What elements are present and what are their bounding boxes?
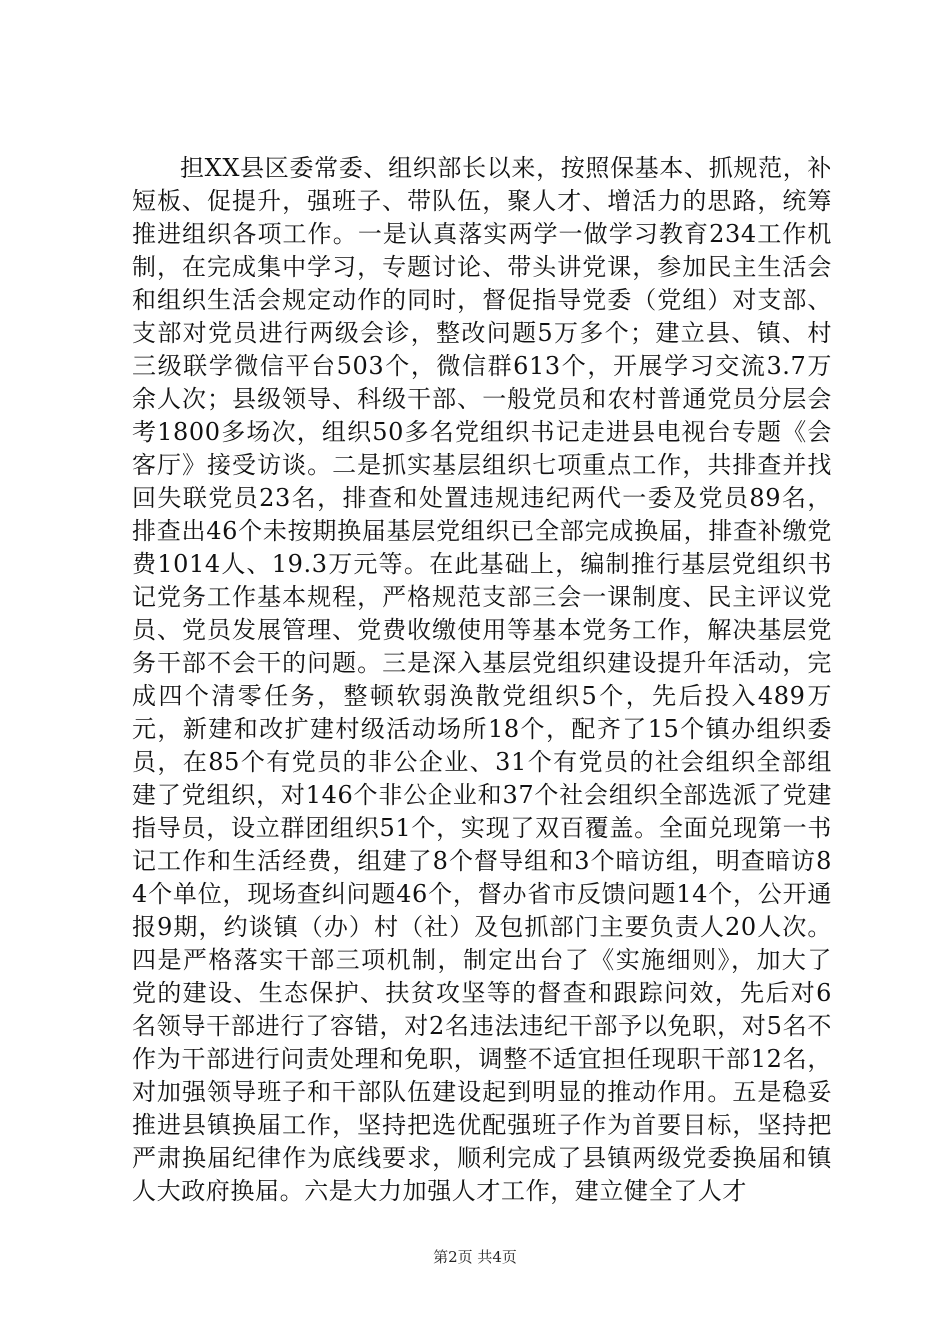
page-footer: 第2页 共4页: [433, 1248, 517, 1266]
body-paragraph: 担XX县区委常委、组织部长以来，按照保基本、抓规范，补短板、促提升，强班子、带队伍，聚人才、增活力的思路，统筹推进组织各项工作。一是认真落实两学一做学习教育234工作机制，在完成集中学习，专题讨论、带头讲党课，参加民主生活会和组织生活会规定动作的同时，督促指导党委（党组）对支部、支部对党员进行两级会诊，整改问题5万多个；建立县、镇、村三级联学微信平台503个，微信群613个，开展学习交流3.7万余人次；县级领导、科级干部、一般党员和农村普通党员分层会考1800多场次，组织50多名党组织书记走进县电视台专题《会客厅》接受访谈。二是抓实基层组织七项重点工作，共排查并找回失联党员23名，排查和处置违规违纪两代一委及党员89名，排查出46个未按期换届基层党组织已全部完成换届，排查补缴党费1014人、19.3万元等。在此基础上，编制推行基层党组织书记党务工作基本规程，严格规范支部三会一课制度、民主评议党员、党员发展管理、党费收缴使用等基本党务工作，解决基层党务干部不会干的问题。三是深入基层党组织建设提升年活动，完成四个清零任务，整顿软弱涣散党组织5个，先后投入489万元，新建和改扩建村级活动场所18个，配齐了15个镇办组织委员，在85个有党员的非公企业、31个有党员的社会组织全部组建了党组织，对146个非公企业和37个社会组织全部选派了党建指导员，设立群团组织51个，实现了双百覆盖。全面兑现第一书记工作和生活经费，组建了8个督导组和3个暗访组，明查暗访84个单位，现场查纠问题46个，督办省市反馈问题14个，公开通报9期，约谈镇（办）村（社）及包抓部门主要负责人20人次。四是严格落实干部三项机制，制定出台了《实施细则》，加大了党的建设、生态保护、扶贫攻坚等的督查和跟踪问效，先后对6名领导干部进行了容错，对2名违法违纪干部予以免职，对5名不作为干部进行问责处理和免职，调整不适宜担任现职干部12名，对加强领导班子和干部队伍建设起到明显的推动作用。五是稳妥推进县镇换届工作，坚持把选优配强班子作为首要目标，坚持把严肃换届纪律作为底线要求，顺利完成了县镇两级党委换届和镇人大政府换届。六是大力加强人才工作，建立健全了人才: [132, 154, 832, 1205]
